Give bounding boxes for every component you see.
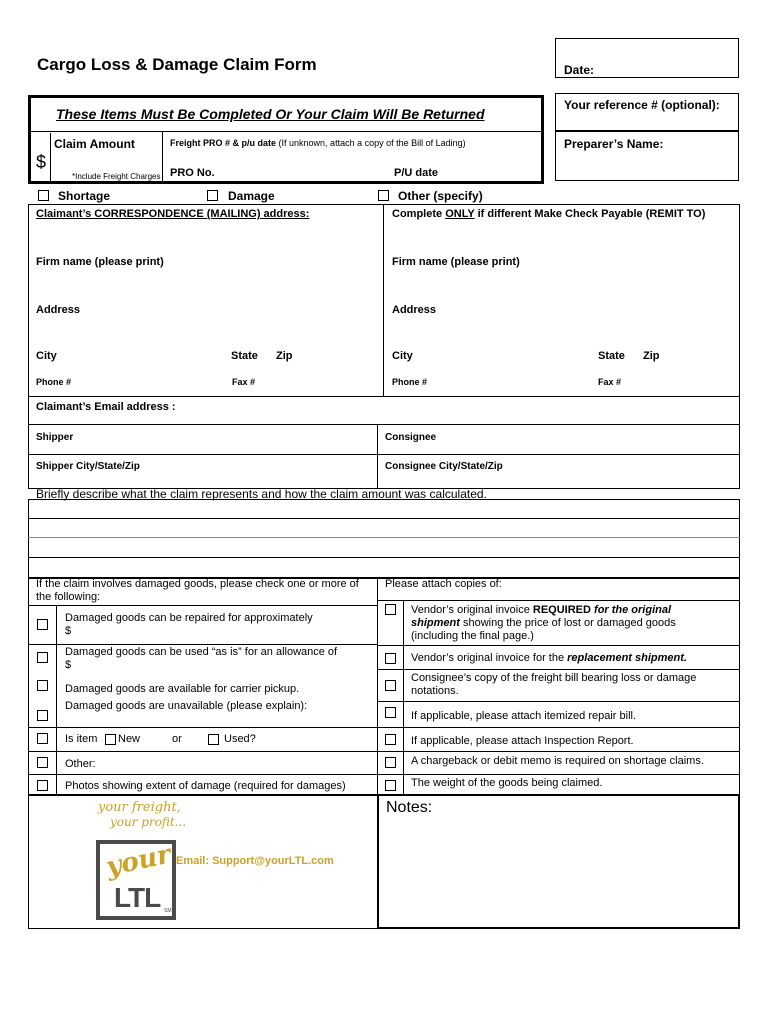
repaired-dollar: $ — [65, 625, 72, 637]
claim-dollar-sign: $ — [36, 152, 47, 172]
repaired-label: Damaged goods can be repaired for approximately — [65, 612, 313, 624]
support-email[interactable]: Email: Support@yourLTL.com — [176, 855, 334, 867]
logo-your-text: your — [103, 839, 174, 883]
yourltl-logo — [96, 840, 176, 920]
remit-state[interactable]: State — [598, 350, 625, 362]
describe-claim-label: Briefly describe what the claim represents and how the claim amount was calculated. — [36, 487, 487, 501]
remit-phone[interactable]: Phone # — [392, 377, 428, 387]
repaired-checkbox[interactable] — [37, 619, 48, 630]
damage-checkbox[interactable] — [207, 190, 218, 201]
or-label: or — [172, 733, 182, 745]
pickup-checkbox[interactable] — [37, 680, 48, 691]
shipper-label[interactable]: Shipper — [36, 432, 74, 443]
remit-city[interactable]: City — [392, 350, 413, 362]
your-reference-label: Your reference # (optional): — [564, 98, 720, 112]
other-label: Other (specify) — [398, 189, 483, 203]
photos-label: Photos showing extent of damage (required for damages) — [65, 780, 346, 792]
vendor-original-checkbox[interactable] — [385, 604, 396, 615]
claimant-state[interactable]: State — [231, 350, 258, 362]
as-is-label: Damaged goods can be used “as is” for an allowance of — [65, 646, 338, 658]
used-checkbox[interactable] — [208, 734, 219, 745]
attach-intro: Please attach copies of: — [385, 578, 502, 590]
claimant-phone[interactable]: Phone # — [36, 377, 72, 387]
claimant-email-label[interactable]: Claimant’s Email address : — [36, 401, 176, 413]
shipper-city-label[interactable]: Shipper City/State/Zip — [36, 461, 140, 472]
claimant-zip[interactable]: Zip — [276, 350, 293, 362]
claimant-address[interactable]: Address — [36, 304, 81, 316]
claimant-city[interactable]: City — [36, 350, 57, 362]
consignee-label[interactable]: Consignee — [385, 432, 437, 443]
consignee-copy-checkbox[interactable] — [385, 680, 396, 691]
address-grid — [28, 204, 740, 489]
shortage-checkbox[interactable] — [38, 190, 49, 201]
chargeback-checkbox[interactable] — [385, 757, 396, 768]
photos-checkbox[interactable] — [37, 780, 48, 791]
other-checkbox[interactable] — [378, 190, 389, 201]
tagline-line-2: your profit... — [110, 815, 187, 829]
as-is-checkbox[interactable] — [37, 652, 48, 663]
description-box[interactable] — [28, 499, 740, 578]
vendor-replacement-checkbox[interactable] — [385, 653, 396, 664]
remit-fax[interactable]: Fax # — [598, 377, 622, 387]
pickup-label: Damaged goods are available for carrier pickup. — [65, 683, 300, 695]
damaged-goods-intro: If the claim involves damaged goods, please check one or more of the following: — [36, 578, 359, 603]
consignee-city-label[interactable]: Consignee City/State/Zip — [385, 461, 503, 472]
claimant-firm-name[interactable]: Firm name (please print) — [36, 256, 164, 268]
consignee-copy-label: Consignee’s copy of the freight bill bearing loss or damage notations. — [411, 672, 697, 697]
claim-amount-label: Claim Amount — [54, 137, 135, 151]
unavailable-label: Damaged goods are unavailable (please explain): — [65, 700, 308, 712]
weight-label: The weight of the goods being claimed. — [411, 777, 603, 789]
claimant-correspondence-label: Claimant’s CORRESPONDENCE (MAILING) address: — [36, 208, 310, 220]
pro-no-label: PRO No. — [170, 167, 215, 179]
claim-amount-input[interactable] — [52, 152, 160, 168]
date-label: Date: — [564, 63, 595, 77]
required-banner: These Items Must Be Completed Or Your Claim Will Be Returned — [56, 106, 485, 122]
claimant-fax[interactable]: Fax # — [232, 377, 256, 387]
is-item-label: Is item — [65, 733, 98, 745]
pu-date-label: P/U date — [394, 167, 439, 179]
used-label: Used? — [224, 733, 256, 745]
inspection-checkbox[interactable] — [385, 734, 396, 745]
tagline-line-1: your freight, — [98, 800, 181, 815]
remit-to-label: Complete ONLY if different Make Check Payable (REMIT TO) — [392, 208, 706, 220]
inspection-label: If applicable, please attach Inspection Report. — [411, 735, 634, 747]
remit-address[interactable]: Address — [392, 304, 437, 316]
weight-checkbox[interactable] — [385, 780, 396, 791]
logo-sm-text: SM — [164, 908, 172, 914]
notes-label: Notes: — [386, 799, 433, 816]
page-title: Cargo Loss & Damage Claim Form — [37, 55, 317, 74]
vendor-original-label: Vendor’s original invoice REQUIRED for the original shipment showing the price of lost or damaged goods (including the final page.) — [411, 604, 676, 642]
new-checkbox[interactable] — [105, 734, 116, 745]
chargeback-label: A chargeback or debit memo is required on shortage claims. — [411, 755, 704, 767]
damage-label: Damage — [228, 189, 275, 203]
unavailable-checkbox[interactable] — [37, 710, 48, 721]
as-is-dollar: $ — [65, 659, 72, 671]
shortage-label: Shortage — [58, 189, 111, 203]
logo-ltl-text: LTL — [114, 882, 161, 913]
vendor-replacement-label: Vendor’s original invoice for the replacement shipment. — [411, 652, 687, 664]
other-damage-label: Other: — [65, 758, 96, 770]
repair-bill-label: If applicable, please attach itemized repair bill. — [411, 710, 637, 722]
remit-zip[interactable]: Zip — [643, 350, 660, 362]
repair-bill-checkbox[interactable] — [385, 707, 396, 718]
remit-firm-name[interactable]: Firm name (please print) — [392, 256, 520, 268]
new-label: New — [118, 733, 141, 745]
other-damage-checkbox[interactable] — [37, 757, 48, 768]
freight-pro-label: Freight PRO # & p/u date (If unknown, attach a copy of the Bill of Lading) — [170, 138, 466, 148]
preparer-label: Preparer’s Name: — [564, 137, 664, 151]
is-item-checkbox[interactable] — [37, 733, 48, 744]
include-freight-note: *Include Freight Charges — [72, 172, 161, 181]
